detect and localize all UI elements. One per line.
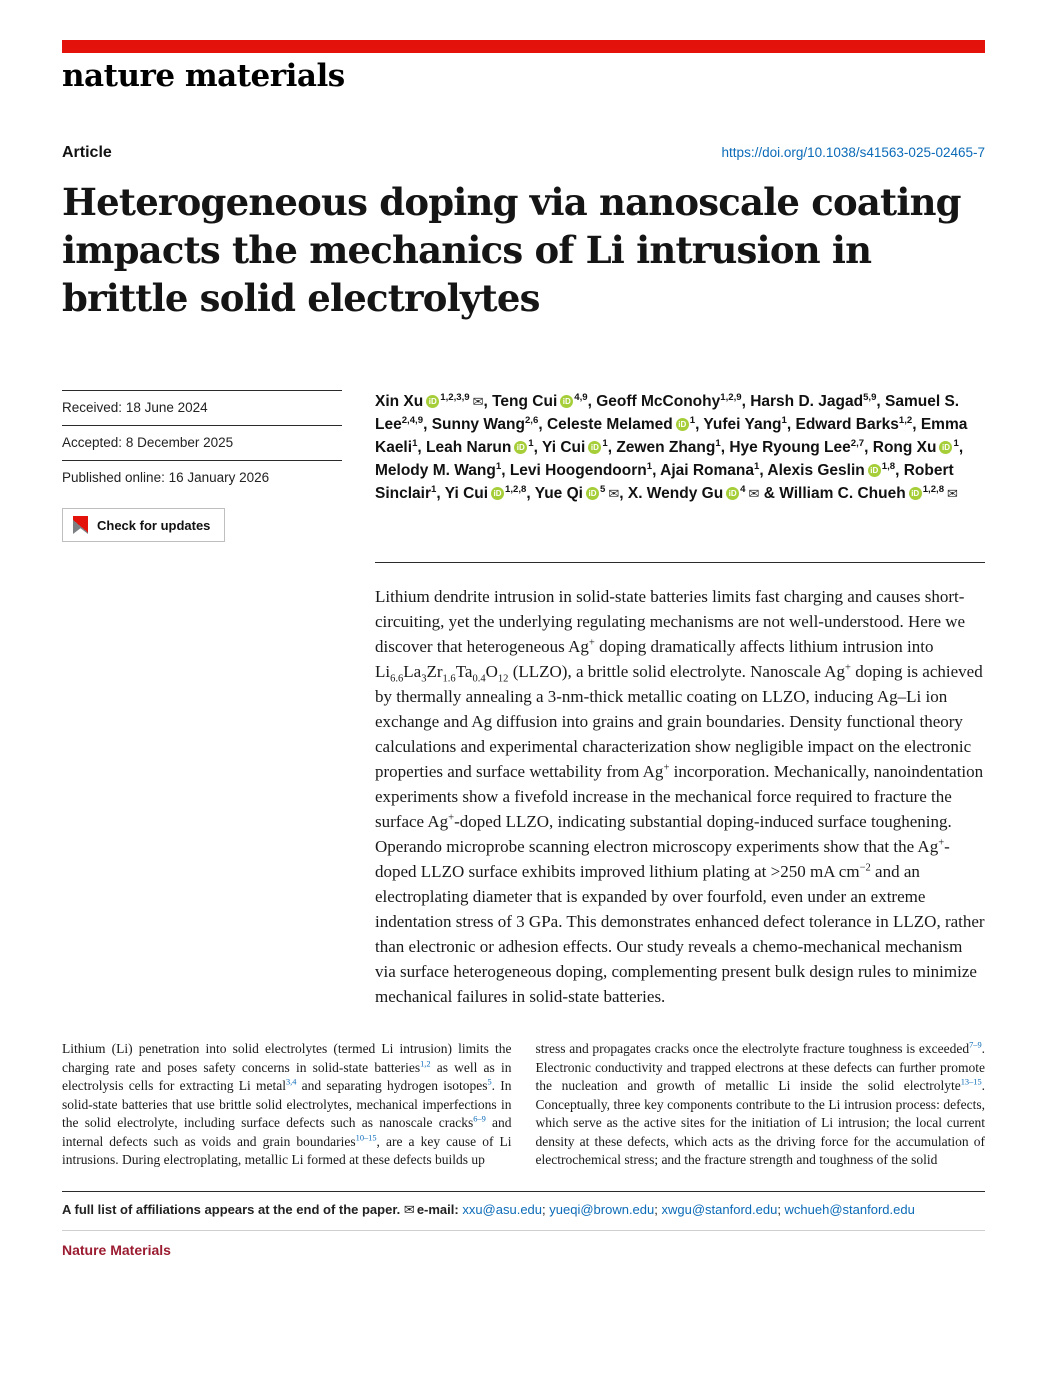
author-separator: , (587, 393, 597, 410)
orcid-icon[interactable]: iD (491, 487, 504, 500)
author-separator: , (786, 416, 796, 433)
author-separator: , (741, 393, 751, 410)
meta-section (62, 390, 985, 542)
author-name: Ajai Romana (660, 462, 755, 479)
email-link[interactable]: xwgu@stanford.edu (661, 1201, 778, 1217)
published-label: Published online: (62, 470, 165, 485)
author (729, 439, 864, 456)
author-separator: , (538, 416, 547, 433)
text-span: La (403, 662, 422, 681)
text-span: Lithium dendrite intrusion in solid-state batteries limits fast charging and causes short-circuiting, yet the underlying regulating mechanisms are not well-understood. Here we discover that heterogeneous Ag (375, 587, 966, 656)
crossmark-icon (73, 516, 88, 534)
author-name: Yue Qi (534, 485, 583, 502)
text-span: , are a key cause of Li intrusions. During electroplating, metallic Li formed at these defects builds up (62, 1133, 512, 1167)
check-for-updates-badge[interactable] (62, 508, 225, 542)
author-name: Melody M. Wang (375, 462, 496, 479)
doi-link[interactable]: https://doi.org/10.1038/s41563-025-02465-7 (721, 145, 985, 160)
body-text (62, 1040, 985, 1170)
email-icon[interactable]: ✉ (947, 486, 958, 501)
abstract-text (375, 584, 985, 1009)
orcid-icon[interactable]: iD (909, 487, 922, 500)
accepted-value: 8 December 2025 (125, 435, 234, 450)
abstract-section (375, 562, 985, 1009)
author (660, 462, 759, 479)
text-span: 12 (497, 673, 509, 685)
published-value: 16 January 2026 (168, 470, 270, 485)
email-link[interactable]: wchueh@stanford.edu (784, 1201, 915, 1217)
author-name: Teng Cui (492, 393, 558, 410)
author (795, 416, 912, 433)
text-span: ; (777, 1201, 785, 1217)
text-span: −2 (859, 862, 871, 874)
author (535, 485, 620, 502)
author-separator: , (895, 462, 904, 479)
author-name: Yi Cui (444, 485, 489, 502)
author (375, 462, 501, 479)
text-span: -doped LLZO, indicating substantial doping-induced surface toughening. Operando microprobe scanning electron microscopy experiments show that the Ag (375, 812, 952, 856)
author-affiliation-numbers: 1,2,8 (922, 483, 945, 495)
author-separator: , (533, 439, 542, 456)
author (703, 416, 786, 433)
author-affiliation-numbers: 1,8 (881, 460, 896, 472)
text-span: Lithium (Li) penetration into solid electrolytes (termed Li intrusion) limits the charging rate and poses safety concerns in solid-state batteries (62, 1041, 512, 1075)
author (510, 462, 652, 479)
text-span: ; (542, 1201, 550, 1217)
affiliations-note (62, 1191, 985, 1230)
author-affiliation-numbers: 2,6 (524, 414, 539, 426)
author-name: Yi Cui (541, 439, 586, 456)
author-affiliation-numbers: 1 (754, 460, 760, 472)
orcid-icon[interactable]: iD (868, 464, 881, 477)
author-affiliation-numbers: 1 (495, 460, 502, 472)
author-name: Zewen Zhang (616, 439, 716, 456)
author-affiliation-numbers: 1,2,3,9 (440, 391, 470, 403)
citation-ref[interactable]: 3,4 (285, 1077, 297, 1087)
text-span: . In solid-state batteries that use brittle solid electrolytes, mechanical imperfections in the solid electrolyte, including surface defects such as nanoscale cracks (62, 1078, 512, 1130)
author-separator: , (483, 393, 493, 410)
orcid-icon[interactable]: iD (939, 441, 952, 454)
dates-panel (62, 390, 342, 542)
author-separator: , (876, 393, 886, 410)
brand-color-bar (62, 40, 985, 53)
author (779, 485, 958, 502)
text-span: + (588, 637, 595, 649)
author-affiliation-numbers: 5 (599, 483, 606, 495)
article-type-label: Article (62, 144, 112, 161)
author-name: X. Wendy Gu (627, 485, 724, 502)
author-separator: , (695, 416, 704, 433)
orcid-icon[interactable]: iD (586, 487, 599, 500)
author-name: Levi Hoogendoorn (509, 462, 647, 479)
text-span: incorporation. Mechanically, nanoindentation experiments show a fivefold increase in the mechanical force required to fracture the surface Ag (375, 762, 984, 831)
author-separator: , (720, 439, 730, 456)
author-affiliation-numbers: 1,2 (898, 414, 913, 426)
orcid-icon[interactable]: iD (514, 441, 527, 454)
text-span: -doped LLZO surface exhibits improved lithium plating at >250 mA cm (375, 837, 950, 881)
author (750, 393, 876, 410)
text-span: and internal defects such as voids and grain boundaries (62, 1115, 512, 1149)
author-separator: , (417, 439, 427, 456)
author-name: Hye Ryoung Lee (729, 439, 851, 456)
author-name: Sunny Wang (431, 416, 525, 433)
text-span: and an electroplating diameter that is expanded by over fourfold, even under an extreme indentation stress of 3 GPa. This demonstrates enhanced defect tolerance in LLZO, rather than electronic or adhesion effects. Our study reveals a chemo-mechanical mechanism via surface heterogeneous doping, complementing present bulk design rules to minimize mechanical failures in solid-state batteries. (375, 862, 985, 1006)
citation-ref[interactable]: 1,2 (420, 1059, 431, 1068)
author-name: Robert Sinclair (375, 462, 954, 502)
text-span: Zr (426, 662, 443, 681)
author (767, 462, 895, 479)
text-span: 0.4 (472, 673, 486, 685)
author-affiliation-numbers: 2,4,9 (401, 414, 424, 426)
text-span: ; (654, 1201, 662, 1217)
author-separator: , (436, 485, 445, 502)
author-separator: , (501, 462, 510, 479)
text-span: O (485, 662, 498, 681)
text-span: stress and propagates cracks once the electrolyte fracture toughness is exceeded (535, 1041, 970, 1056)
author (616, 439, 720, 456)
email-icon: ✉ (403, 1201, 415, 1217)
citation-ref[interactable]: 6–9 (473, 1114, 486, 1124)
author-affiliation-numbers: 4 (740, 483, 746, 495)
accepted-row (62, 425, 342, 460)
text-span: + (845, 662, 851, 674)
author-separator: , (652, 462, 661, 479)
published-row (62, 460, 342, 495)
citation-ref[interactable]: 10–15 (355, 1133, 377, 1142)
text-span: e-mail: (416, 1201, 463, 1217)
author-list (375, 390, 985, 542)
journal-footer-row (62, 1230, 985, 1271)
author-name: Rong Xu (872, 439, 937, 456)
author-affiliation-numbers: 1 (953, 437, 959, 449)
author-affiliation-numbers: 5,9 (863, 391, 877, 403)
orcid-icon[interactable]: iD (726, 487, 739, 500)
author-name: Geoff McConohy (596, 393, 721, 410)
text-span: as well as in electrolysis cells for extracting Li metal (62, 1059, 512, 1093)
author-name: Celeste Melamed (546, 416, 673, 433)
body-column-right (536, 1040, 986, 1170)
author-name: Leah Narun (426, 439, 512, 456)
author-affiliation-numbers: 1 (689, 414, 696, 426)
author (375, 393, 483, 410)
author (426, 439, 534, 456)
accepted-label: Accepted: (62, 435, 123, 450)
text-span: . Conceptually, three key components contribute to the Li intrusion process: defects, which serve as the active sites for the initiation of Li intrusion; the local current density at these defects, which acts as the driving force for the accumulation of electrochemical stress; and the fracture strength and toughness of the solid (535, 1078, 985, 1167)
orcid-icon[interactable]: iD (560, 395, 573, 408)
author-separator: , (619, 485, 628, 502)
author-name: William C. Chueh (779, 485, 906, 502)
email-icon[interactable]: ✉ (472, 394, 484, 409)
citation-ref[interactable]: 5 (487, 1077, 492, 1087)
journal-footer-name: Nature Materials (62, 1241, 171, 1258)
author-name: Samuel S. Lee (375, 393, 960, 433)
article-header-row (62, 144, 985, 162)
author-affiliation-numbers: 1 (715, 437, 721, 449)
author (547, 416, 695, 433)
author-separator: , (958, 439, 964, 456)
text-span: + (448, 812, 455, 824)
author-separator: , (864, 439, 873, 456)
orcid-icon[interactable]: iD (426, 395, 439, 408)
email-icon[interactable]: ✉ (608, 486, 620, 501)
author-affiliation-numbers: 1,2,8 (505, 483, 527, 495)
author-affiliation-numbers: 1,2,9 (720, 391, 742, 403)
check-for-updates-label: Check for updates (97, 517, 211, 533)
author (492, 393, 588, 410)
author-affiliation-numbers: 1 (646, 460, 653, 472)
orcid-icon[interactable]: iD (676, 418, 689, 431)
text-span: 6.6 (390, 673, 404, 685)
journal-logo: nature materials (62, 58, 345, 94)
author (432, 416, 539, 433)
text-span: 1.6 (442, 673, 456, 685)
text-span: doping dramatically affects lithium intrusion into Li (375, 637, 934, 681)
text-span: + (938, 837, 945, 849)
author-name: Xin Xu (375, 393, 424, 410)
text-span: doping is achieved by thermally annealing a 3-nm-thick metallic coating on LLZO, inducing Ag–Li ion exchange and Ag diffusion into grains and grain boundaries. Density functional theory calculations and experimental characterization show negligible impact on the electronic properties and surface wettability from Ag (375, 662, 983, 781)
citation-ref[interactable]: 7–9 (969, 1040, 982, 1050)
author-affiliation-numbers: 1 (431, 483, 437, 495)
email-link[interactable]: yueqi@brown.edu (549, 1201, 655, 1217)
text-span: Ta (455, 662, 473, 681)
author-affiliation-numbers: 4,9 (574, 391, 588, 403)
author (628, 485, 760, 502)
email-link[interactable]: xxu@asu.edu (462, 1201, 543, 1217)
author-separator: , (759, 462, 768, 479)
text-span: and separating hydrogen isotopes (296, 1078, 488, 1093)
author-affiliation-numbers: 2,7 (850, 437, 865, 449)
author (596, 393, 741, 410)
author-separator: & (759, 485, 780, 502)
received-row (62, 390, 342, 425)
paper-title: Heterogeneous doping via nanoscale coating impacts the mechanics of Li intrusion in brittle solid electrolytes (62, 180, 961, 320)
author-affiliation-numbers: 1 (528, 437, 534, 449)
author-affiliation-numbers: 1 (781, 414, 787, 426)
author (445, 485, 527, 502)
text-span: + (663, 762, 670, 774)
author-separator: , (423, 416, 432, 433)
received-label: Received: (62, 400, 123, 415)
author-name: Yufei Yang (703, 416, 782, 433)
text-span: (LLZO), a brittle solid electrolyte. Nanoscale Ag (508, 662, 846, 681)
author-name: Edward Barks (795, 416, 899, 433)
author-separator: , (912, 416, 921, 433)
text-span: A full list of affiliations appears at the end of the paper. (62, 1201, 404, 1217)
citation-ref[interactable]: 13–15 (960, 1077, 982, 1087)
author-affiliation-numbers: 1 (412, 437, 418, 449)
author-name: Harsh D. Jagad (750, 393, 864, 410)
author (542, 439, 608, 456)
author-separator: , (526, 485, 535, 502)
text-span: 3 (421, 673, 427, 685)
text-span: . Electronic conductivity and trapped electrons at these defects can further promote the nucleation and growth of metallic Li inside the solid electrolyte (535, 1041, 985, 1093)
received-value: 18 June 2024 (125, 400, 208, 415)
body-column-left (62, 1040, 512, 1170)
orcid-icon[interactable]: iD (588, 441, 601, 454)
author-name: Alexis Geslin (767, 462, 865, 479)
email-icon[interactable]: ✉ (748, 486, 760, 501)
author-name: Emma Kaeli (375, 416, 968, 456)
author-separator: , (607, 439, 617, 456)
author (873, 439, 959, 456)
author-affiliation-numbers: 1 (602, 437, 608, 449)
